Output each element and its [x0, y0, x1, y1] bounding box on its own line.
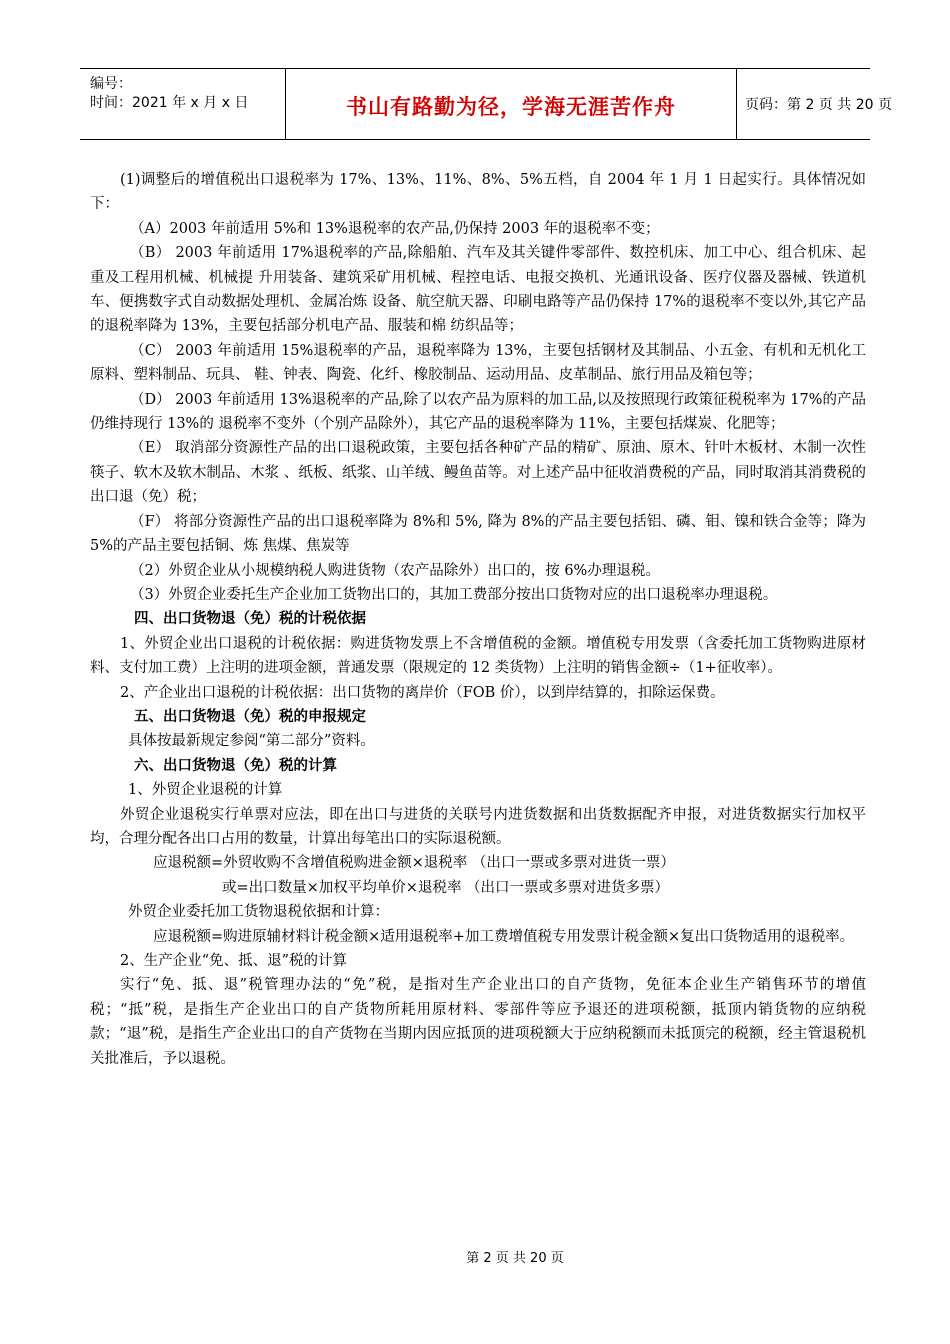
body-paragraph: （E） 取消部分资源性产品的出口退税政策，主要包括各种矿产品的精矿、原油、原木、针叶木板材、木制一次性筷子、软木及软木制品、木浆 、纸板、纸浆、山羊绒、鳗鱼苗等。对上述产品中征收消费税的产品，同时取消其消费税的出口退（免）税；: [90, 440, 866, 506]
body-paragraph: （F） 将部分资源性产品的出口退税率降为 8%和 5%, 降为 8%的产品主要包括铝、磷、钼、镍和铁合金等；降为 5%的产品主要包括铜、炼 焦煤、焦炭等: [90, 513, 866, 555]
header-motto-cell: [285, 69, 737, 139]
header-page-cell: [735, 69, 892, 139]
section-heading: 六、出口货物退（免）税的计算: [134, 757, 337, 774]
section-heading: 四、出口货物退（免）税的计税依据: [134, 611, 366, 628]
subsection-heading: 1、外贸企业退税的计算: [128, 782, 283, 799]
formula-line: 或=出口数量×加权平均单价×退税率 （出口一票或多票对进货多票）: [222, 879, 670, 896]
body-paragraph: （C） 2003 年前适用 15%退税率的产品，退税率降为 13%，主要包括钢材及其制品、小五金、有机和无机化工原料、塑料制品、玩具、 鞋、钟表、陶瓷、化纤、橡胶制品、运动用品、皮革制品、旅行用品及箱包等；: [90, 342, 866, 384]
formula-line: 应退税额=购进原辅材料计税金额×适用退税率+加工费增值税专用发票计税金额×复出口货物适用的退税率。: [153, 928, 855, 945]
page-header: [80, 68, 892, 140]
body-paragraph: （A）2003 年前适用 5%和 13%退税率的农产品,仍保持 2003 年的退税率不变；: [130, 220, 660, 237]
header-page-info: 页码：第 2 页 共 20 页: [745, 97, 892, 113]
body-paragraph: 外贸企业退税实行单票对应法，即在出口与进货的关联号内进货数据和出货数据配齐申报，对进货数据实行加权平均，合理分配各出口占用的数量，计算出每笔出口的实际退税额。: [90, 806, 866, 847]
body-paragraph: 2、产企业出口退税的计税依据：出口货物的离岸价（FOB 价），以到岸结算的，扣除运保费。: [120, 684, 725, 701]
document-number-label: 编号：: [90, 76, 132, 92]
body-paragraph: （B） 2003 年前适用 17%退税率的产品,除船舶、汽车及其关键件零部件、数控机床、加工中心、组合机床、起重及工程用机械、机械提 升用装备、建筑采矿用机械、程控电话、电报交换机、光通讯设备、医疗仪器及器械、铁道机车、便携数字式自动数据处理机、金属冶炼 设备、航空航天器、印刷电路等产品仍保持 17%的退税率不变以外,其它产品的退税率降为 13%，主要包括部分机电产品、服装和棉 纺织品等；: [90, 245, 866, 335]
header-meta: [80, 69, 285, 139]
subsection-heading: 2、生产企业“免、抵、退”税的计算: [120, 953, 348, 969]
body-paragraph: （3）外贸企业委托生产企业加工货物出口的，其加工费部分按出口货物对应的出口退税率办理退税。: [130, 586, 778, 603]
header-motto: 书山有路勤为径，学海无涯苦作舟: [346, 95, 676, 119]
body-paragraph: （D） 2003 年前适用 13%退税率的产品,除了以农产品为原料的加工品,以及按照现行政策征税税率为 17%的产品仍维持现行 13%的 退税率不变外（个别产品除外），其它产品的退税率降为 11%，主要包括煤炭、化肥等；: [90, 391, 866, 433]
section-heading: 五、出口货物退（免）税的申报规定: [134, 708, 366, 725]
body-paragraph: （2）外贸企业从小规模纳税人购进货物（农产品除外）出口的，按 6%办理退税。: [130, 562, 660, 579]
formula-line: 应退税额=外贸收购不含增值税购进金额×退税率 （出口一票或多票对进货一票）: [153, 855, 675, 872]
body-paragraph: 外贸企业委托加工货物退税依据和计算：: [128, 904, 389, 921]
body-paragraph: 1、外贸企业出口退税的计税依据：购进货物发票上不含增值税的金额。增值税专用发票（含委托加工货物购进原材料、支付加工费）上注明的进项金额，普通发票（限规定的 12 类货物）上注明的销售金额÷（1+征收率）。: [90, 635, 866, 677]
document-body: [90, 168, 866, 1071]
page-footer: 第 2 页 共 20 页: [466, 1251, 564, 1266]
document-date: 时间：2021 年 x 月 x 日: [90, 95, 249, 111]
body-paragraph: 实行“免、抵、退”税管理办法的“免”税，是指对生产企业出口的自产货物，免征本企业生产销售环节的增值税；“抵”税，是指生产企业出口的自产货物所耗用原材料、零部件等应予退还的进项税额，抵顶内销货物的应纳税款；“退”税，是指生产企业出口的自产货物在当期内因应抵顶的进项税额大于应纳税额而未抵顶完的税额，经主管退税机关批准后，予以退税。: [90, 977, 866, 1067]
body-paragraph: (1)调整后的增值税出口退税率为 17%、13%、11%、8%、5%五档，自 2004 年 1 月 1 日起实行。具体情况如下：: [90, 172, 866, 213]
body-paragraph: 具体按最新规定参阅“第二部分”资料。: [128, 733, 375, 750]
